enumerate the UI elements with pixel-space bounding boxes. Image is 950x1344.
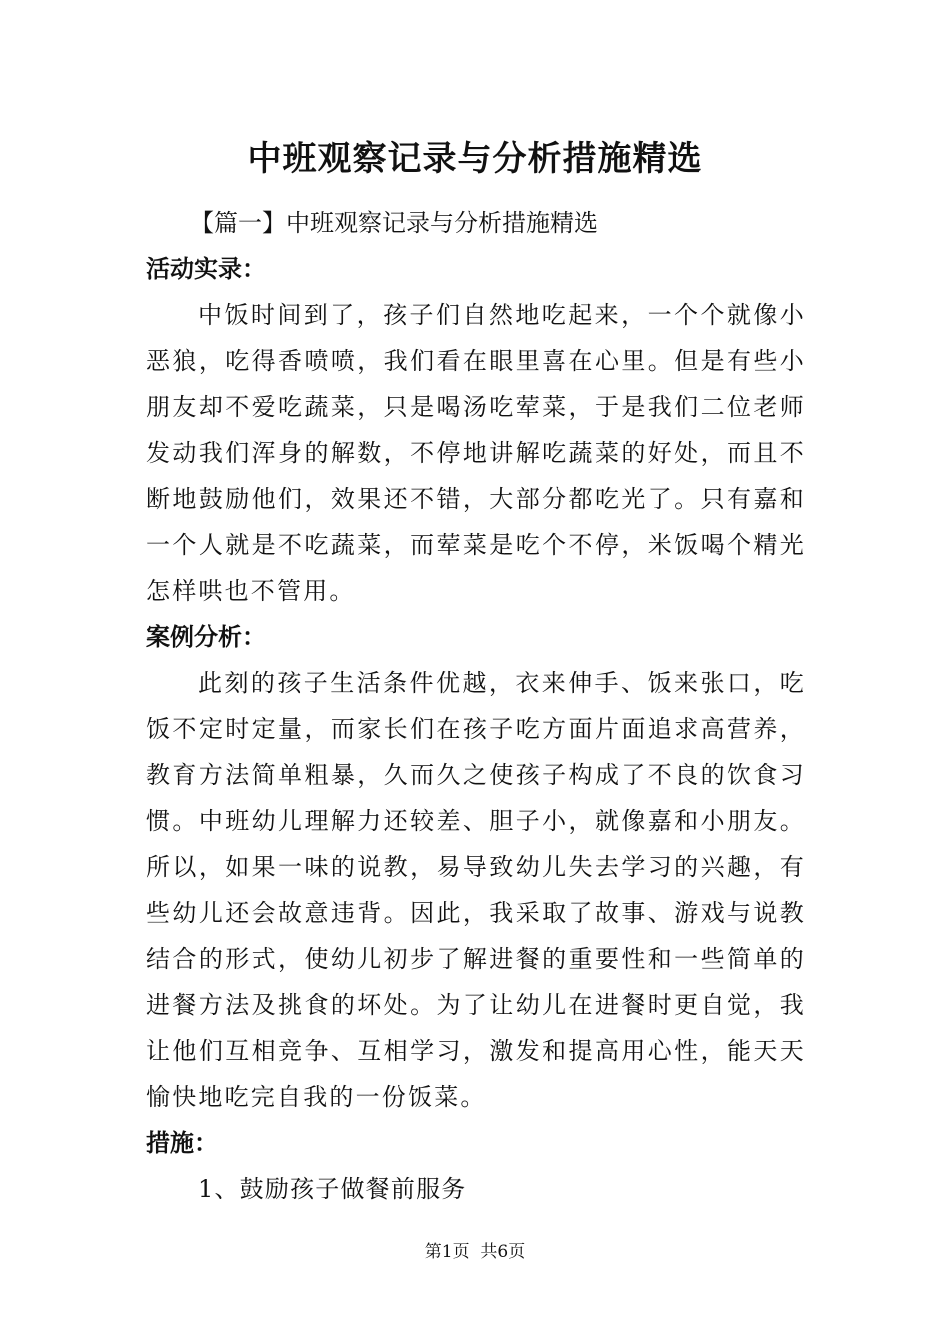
- document-title: 中班观察记录与分析措施精选: [247, 139, 703, 179]
- page-footer: 第1页 共6页: [424, 1242, 526, 1262]
- paragraph-activity-record: 中饭时间到了，孩子们自然地吃起来，一个个就像小恶狼，吃得香喷喷，我们看在眼里喜在心里。但是有些小朋友却不爱吃蔬菜，只是喝汤吃荤菜，于是我们二位老师发动我们浑身的解数，不停地讲解吃蔬菜的好处，而且不断地鼓励他们，效果还不错，大部分都吃光了。只有嘉和一个人就是不吃蔬菜，而荤菜是吃个不停，米饭喝个精光怎样哄也不管用。: [146, 301, 806, 605]
- paragraph-case-analysis: 此刻的孩子生活条件优越，衣来伸手、饭来张口，吃饭不定时定量，而家长们在孩子吃方面片面追求高营养，教育方法简单粗暴，久而久之使孩子构成了不良的饮食习惯。中班幼儿理解力还较差、胆子小，就像嘉和小朋友。所以，如果一味的说教，易导致幼儿失去学习的兴趣，有些幼儿还会故意违背。因此，我采取了故事、游戏与说教结合的形式，使幼儿初步了解进餐的重要性和一些简单的进餐方法及挑食的坏处。为了让幼儿在进餐时更自觉，我让他们互相竞争、互相学习，激发和提高用心性，能天天愉快地吃完自我的一份饭菜。: [146, 669, 806, 1111]
- heading-activity-record: 活动实录：: [146, 254, 266, 283]
- document-body: [146, 200, 806, 1212]
- section-subtitle: 【篇一】中班观察记录与分析措施精选: [190, 209, 598, 237]
- heading-measures: 措施：: [146, 1128, 218, 1157]
- heading-case-analysis: 案例分析：: [146, 622, 266, 651]
- measure-item-1: 1、鼓励孩子做餐前服务: [198, 1175, 467, 1203]
